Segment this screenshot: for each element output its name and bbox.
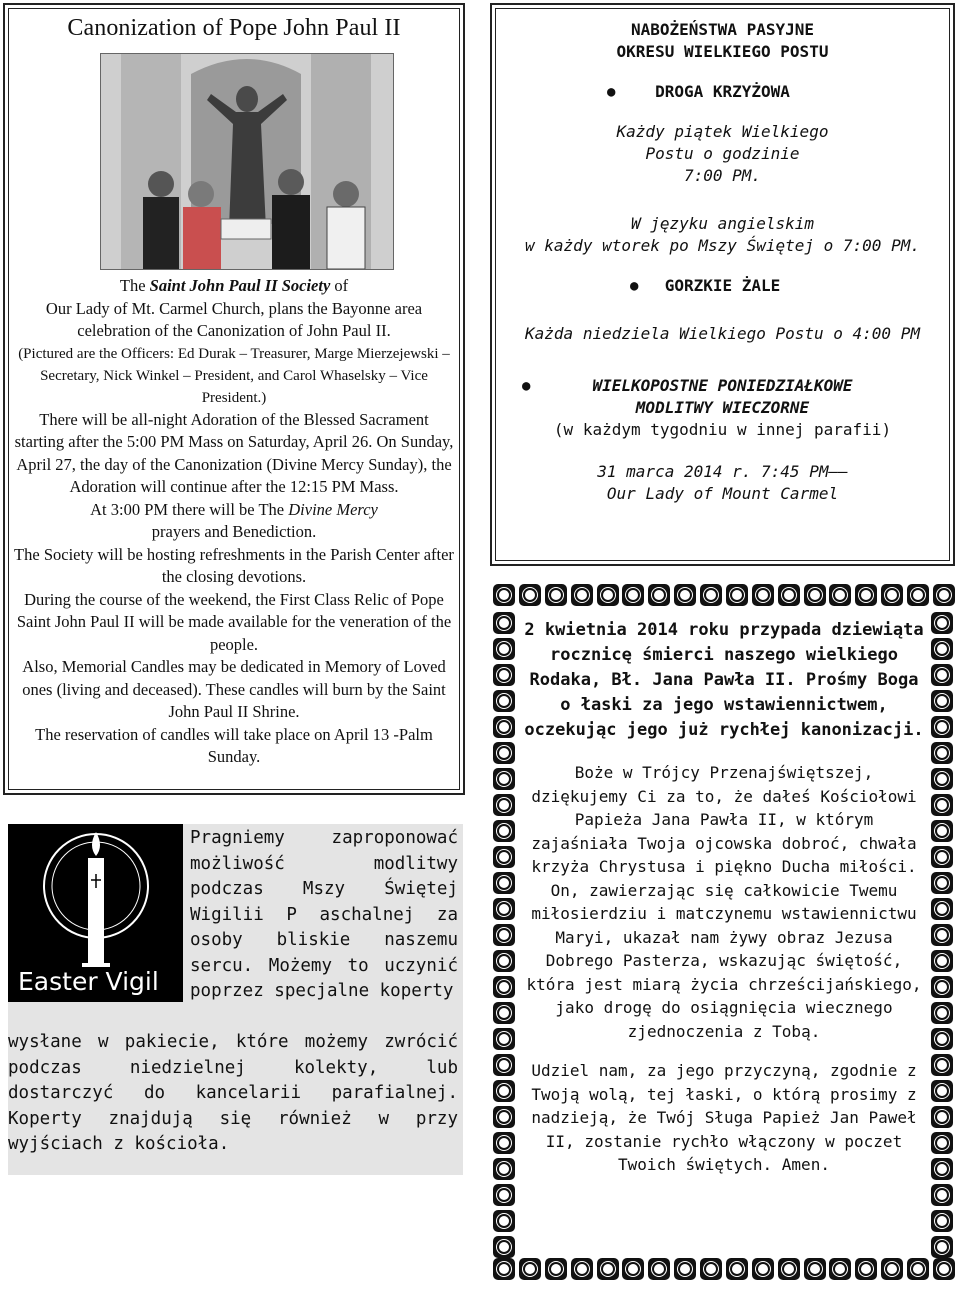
- ornament-icon: [493, 1158, 515, 1180]
- divine-mercy-paragraph: [13, 499, 455, 544]
- modlitwy-details: [492, 461, 953, 505]
- ornament-icon: [931, 898, 953, 920]
- ornament-border-top: [493, 584, 955, 612]
- relic-paragraph: During the course of the weekend, the First Class Relic of Pope Saint John Paul II will be made available for the veneration of the people.: [16, 589, 452, 654]
- photo-illustration: [101, 54, 393, 269]
- bullet-icon: ●: [630, 278, 639, 294]
- ornament-icon: [931, 794, 953, 816]
- ornament-icon: [931, 612, 953, 634]
- canonization-title: Canonization of Pope John Paul II: [67, 15, 401, 41]
- ornament-icon: [519, 584, 541, 606]
- item-droga-krzyzowa: [492, 81, 953, 103]
- ornament-border-right: [931, 612, 955, 1258]
- ornament-icon: [597, 584, 619, 606]
- ornament-icon: [931, 1236, 953, 1258]
- lent-heading-line-1: NABOŻEŃSTWA PASYJNE: [630, 20, 815, 39]
- ornament-icon: [933, 584, 955, 606]
- ornament-icon: [674, 584, 696, 606]
- ornament-icon: [493, 794, 515, 816]
- ornament-icon: [493, 664, 515, 686]
- droga-krzyzowa-details: [492, 121, 953, 257]
- ornament-icon: [493, 612, 515, 634]
- modlitwy-note: (w każdym tygodniu w innej parafii): [553, 420, 892, 439]
- prayer-text: [523, 761, 925, 1177]
- ornament-icon: [931, 950, 953, 972]
- ornament-icon: [545, 1258, 567, 1280]
- ornament-icon: [597, 1258, 619, 1280]
- society-name: Saint John Paul II Society: [149, 276, 331, 295]
- ornament-icon: [931, 1132, 953, 1154]
- easter-vigil-text-1: Pragniemy zaproponować możliwość modlitwy podczas Mszy Świętej Wigilii P aschalnej za osoby bliskie naszemu sercu. Możemy to uczynić poprzez specjalne koperty: [190, 828, 458, 1001]
- ornament-icon: [493, 1210, 515, 1232]
- ornament-icon: [493, 768, 515, 790]
- ornament-icon: [931, 1158, 953, 1180]
- reservation-paragraph: The reservation of candles will take place on April 13 -Palm Sunday.: [35, 724, 433, 766]
- modlitwy-title-2-row: [492, 397, 953, 419]
- modlitwy-title-2: MODLITWY WIECZORNE: [635, 398, 810, 417]
- lent-devotions-box: [490, 3, 955, 566]
- ornament-icon: [829, 584, 851, 606]
- ornament-icon: [931, 742, 953, 764]
- ornament-icon: [931, 716, 953, 738]
- ornament-icon: [931, 664, 953, 686]
- canonization-box: [3, 3, 465, 795]
- ornament-icon: [931, 846, 953, 868]
- ornament-icon: [933, 1258, 955, 1280]
- text-of: of: [330, 276, 349, 295]
- droga-line-5: w każdy wtorek po Mszy Świętej o 7:00 PM.: [525, 236, 920, 255]
- mercy-italic: Divine Mercy: [288, 499, 378, 519]
- ornament-icon: [931, 872, 953, 894]
- ornament-icon: [493, 638, 515, 660]
- ornament-icon: [519, 1258, 541, 1280]
- ornament-icon: [752, 1258, 774, 1280]
- ornament-icon: [931, 976, 953, 998]
- ornament-icon: [907, 584, 929, 606]
- ornament-icon: [804, 1258, 826, 1280]
- ornament-icon: [752, 584, 774, 606]
- item-gorzkie-zale: [492, 275, 953, 297]
- ornament-icon: [931, 1002, 953, 1024]
- ornament-icon: [493, 1236, 515, 1258]
- ornament-border-left: [493, 612, 517, 1258]
- pictured-officers: (Pictured are the Officers: Ed Durak – Treasurer, Marge Mierzejewski – Secretary, Nick Winkel – President, and Carol Whaselsky – Vice President.): [18, 345, 450, 406]
- droga-line-1: Każdy piątek Wielkiego: [616, 122, 829, 141]
- easter-vigil-label: Easter Vigil: [18, 967, 159, 996]
- ornament-icon: [907, 1258, 929, 1280]
- ornament-icon: [829, 1258, 851, 1280]
- prayer-paragraph-2: Udziel nam, za jego przyczyną, zgodnie z Twoją wolą, tej łaski, o którą prosimy z nadzieją, że Twój Sługa Papież Jan Paweł II, zostanie rychło włączony w poczet Twoich świętych. Amen.: [531, 1061, 917, 1174]
- society-line-2: Our Lady of Mt. Carmel Church, plans the Bayonne area celebration of the Canonization of John Paul II.: [45, 298, 423, 340]
- ornament-icon: [493, 872, 515, 894]
- candles-paragraph: Also, Memorial Candles may be dedicated in Memory of Loved ones (living and deceased). These candles will burn by the Saint John Paul II Shrine.: [22, 657, 446, 721]
- easter-vigil-text-2: wysłane w pakiecie, które możemy zwrócić podczas niedzielnej kolekty, lub dostarczyć do kancelarii parafialnej. Koperty znajdują się również w przy wyjściach z kościoła.: [8, 1032, 458, 1154]
- anniversary-announcement: 2 kwietnia 2014 roku przypada dziewiąta rocznicę śmierci naszego wielkiego Rodaka, Bł. Jana Pawła II. Prośmy Boga o łaski za jego wstawiennictwem, oczekując jego już rychłej kanonizacji.: [524, 620, 924, 740]
- ornament-icon: [855, 584, 877, 606]
- ornament-icon: [493, 1132, 515, 1154]
- ornament-icon: [726, 584, 748, 606]
- ornament-icon: [493, 742, 515, 764]
- ornament-icon: [778, 584, 800, 606]
- ornament-icon: [493, 690, 515, 712]
- ornament-icon: [931, 1028, 953, 1050]
- adoration-paragraph: There will be all-night Adoration of the Blessed Sacrament starting after the 5:00 PM Mass on Saturday, April 26. On Sunday, April 27, the day of the Canonization (Divine Mercy Sunday), the Adoration will continue after the 12:15 PM Mass.: [14, 409, 454, 496]
- ornament-icon: [855, 1258, 877, 1280]
- ornament-icon: [622, 584, 644, 606]
- ornament-icon: [545, 584, 567, 606]
- ornament-icon: [493, 820, 515, 842]
- ornament-icon: [571, 1258, 593, 1280]
- ornament-icon: [700, 584, 722, 606]
- ornament-icon: [493, 1028, 515, 1050]
- droga-line-3: 7:00 PM.: [683, 166, 762, 185]
- ornament-icon: [931, 690, 953, 712]
- ornament-icon: [493, 950, 515, 972]
- ornament-icon: [931, 1106, 953, 1128]
- modlitwy-location: Our Lady of Mount Carmel: [606, 484, 839, 503]
- ornament-icon: [674, 1258, 696, 1280]
- ornament-icon: [493, 976, 515, 998]
- ornament-icon: [778, 1258, 800, 1280]
- text-the: The: [119, 276, 150, 295]
- ornament-icon: [931, 1184, 953, 1206]
- ornament-icon: [493, 1054, 515, 1076]
- ornament-border-bottom: [493, 1258, 955, 1286]
- canonization-body: [13, 275, 455, 769]
- mercy-text-a: At 3:00 PM there will be The: [90, 499, 289, 519]
- ornament-icon: [648, 584, 670, 606]
- ornament-icon: [648, 1258, 670, 1280]
- ornament-icon: [493, 1258, 515, 1280]
- ornament-icon: [493, 584, 515, 606]
- anniversary-content: [523, 618, 925, 1193]
- lent-heading: [492, 19, 953, 63]
- gorzkie-zale-title: GORZKIE ŻALE: [664, 276, 781, 295]
- ornament-icon: [571, 584, 593, 606]
- ornament-icon: [931, 820, 953, 842]
- item-modlitwy-wieczorne: [492, 375, 953, 397]
- ornament-icon: [493, 1106, 515, 1128]
- ornament-icon: [931, 1054, 953, 1076]
- easter-vigil-image: [8, 824, 183, 1002]
- ornament-icon: [931, 924, 953, 946]
- ornament-icon: [493, 846, 515, 868]
- ornament-icon: [726, 1258, 748, 1280]
- lent-heading-line-2: OKRESU WIELKIEGO POSTU: [616, 42, 829, 61]
- gorzkie-zale-details: Każda niedziela Wielkiego Postu o 4:00 PM: [525, 324, 920, 343]
- prayer-paragraph-1: Boże w Trójcy Przenajświętszej, dziękujemy Ci za to, że dałeś Kościołowi Papieża Jana Pawła II, w którym zajaśniała Twoja ojcowska dobroć, chwała krzyża Chrystusa i piękno Ducha miłości. On, zawierzając się całkowicie Twemu miłosierdziu i matczynemu wstawiennictwu Maryi, ukazał nam żywy obraz Jezusa Dobrego Pasterza, wskazując świętość, która jest miarą życia chrześcijańskiego, jako drogę do osiągnięcia wiecznego zjednoczenia z Tobą.: [526, 763, 922, 1041]
- ornament-icon: [931, 768, 953, 790]
- ornament-icon: [493, 898, 515, 920]
- society-officers-photo: [100, 53, 394, 270]
- ornament-icon: [493, 1184, 515, 1206]
- modlitwy-title-1: WIELKOPOSTNE PONIEDZIAŁKOWE: [592, 376, 853, 395]
- society-line-1: [13, 275, 455, 298]
- ornament-icon: [804, 584, 826, 606]
- anniversary-box: [493, 584, 955, 1286]
- ornament-icon: [931, 638, 953, 660]
- modlitwy-date: 31 marca 2014 r. 7:45 PM——: [597, 462, 848, 481]
- ornament-icon: [881, 1258, 903, 1280]
- ornament-icon: [881, 584, 903, 606]
- ornament-icon: [493, 716, 515, 738]
- bullet-icon: ●: [522, 378, 531, 394]
- ornament-icon: [493, 1002, 515, 1024]
- droga-line-4: W języku angielskim: [630, 214, 815, 233]
- ornament-icon: [493, 924, 515, 946]
- refreshments-paragraph: The Society will be hosting refreshments in the Parish Center after the closing devotions.: [14, 544, 454, 586]
- droga-line-2: Postu o godzinie: [645, 144, 800, 163]
- mercy-text-b: prayers and Benediction.: [151, 522, 317, 541]
- ornament-icon: [493, 1080, 515, 1102]
- droga-krzyzowa-title: DROGA KRZYŻOWA: [655, 82, 790, 101]
- ornament-icon: [931, 1210, 953, 1232]
- ornament-icon: [700, 1258, 722, 1280]
- bullet-icon: ●: [607, 84, 616, 100]
- ornament-icon: [931, 1080, 953, 1102]
- ornament-icon: [622, 1258, 644, 1280]
